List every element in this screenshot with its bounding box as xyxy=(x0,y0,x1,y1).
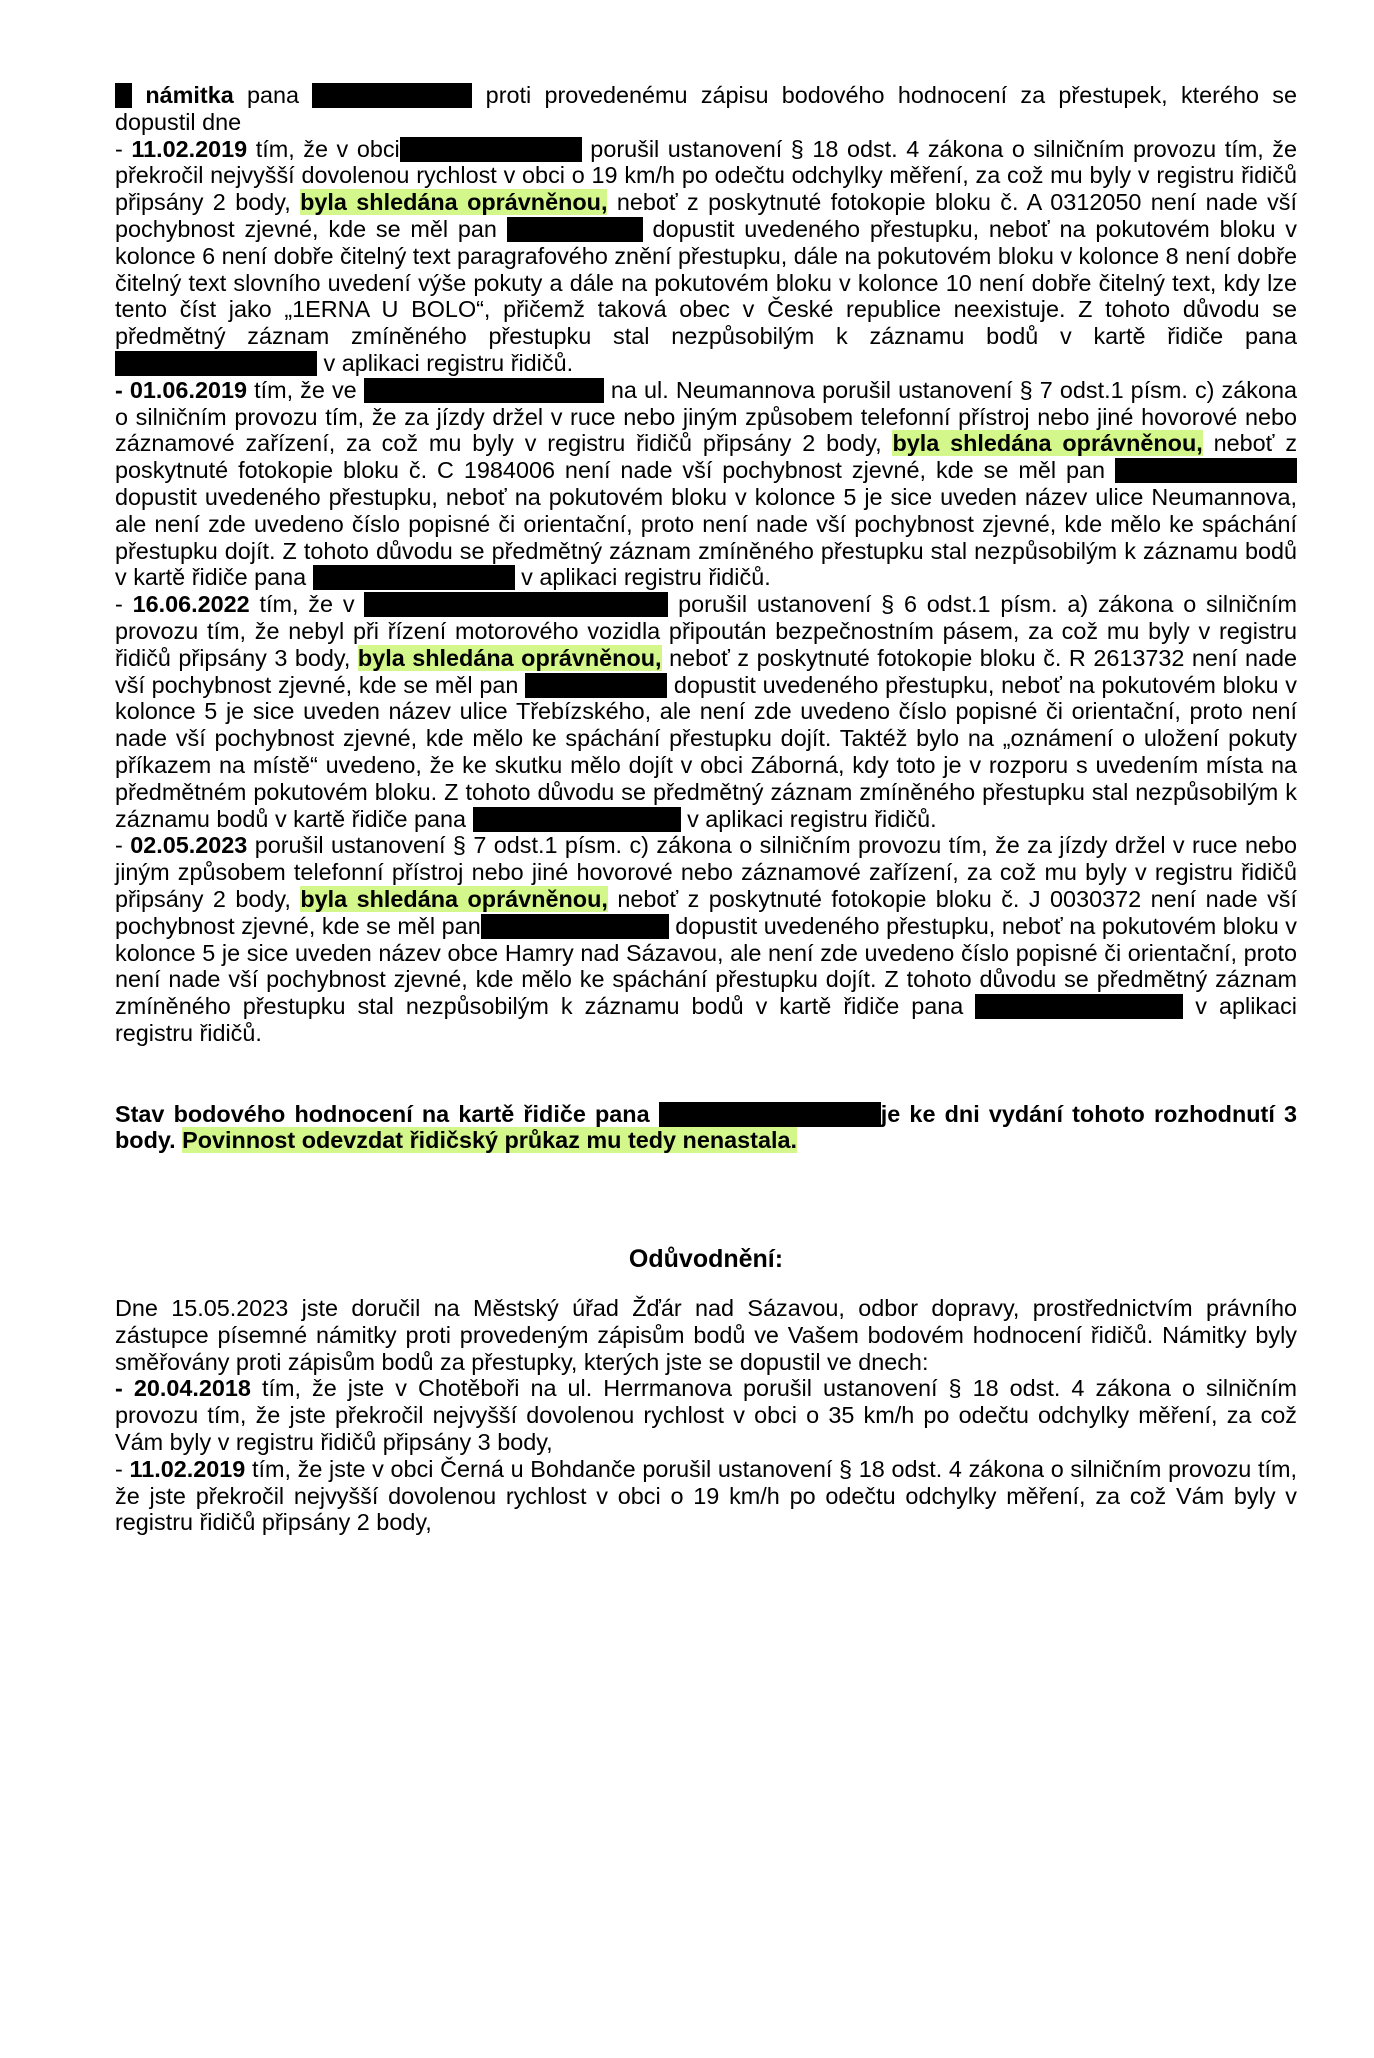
item-date: 11.02.2019 xyxy=(131,135,248,162)
highlight-justified: byla shledána oprávněnou, xyxy=(357,644,662,671)
reasoning-item: - 20.04.2018 tím, že jste v Chotěboři na ul. Herrmanova porušil ustanovení § 18 odst. 4 zákona o silničním provozu tím, že jste překročil nejvyšší dovolenou rychlost v obci o 35 km/h po odečtu odchylky měření, za což Vám byly v registru řidičů připsány 3 body, xyxy=(115,1375,1297,1456)
redaction-box xyxy=(115,351,317,376)
redaction-box xyxy=(400,137,582,162)
reasoning-item: - 11.02.2019 tím, že jste v obci Černá u Bohdanče porušil ustanovení § 18 odst. 4 zákona o silničním provozu tím, že jste překročil nejvyšší dovolenou rychlost v obci o 19 km/h po odečtu odchylky měření, za což Vám byly v registru řidičů připsány 2 body, xyxy=(115,1455,1297,1536)
redaction-box xyxy=(975,994,1183,1019)
spacer xyxy=(115,1047,1297,1101)
redaction-box xyxy=(507,217,643,242)
highlight-justified: byla shledána oprávněnou, xyxy=(892,430,1203,457)
redaction-box xyxy=(473,807,681,832)
redaction-box xyxy=(115,83,132,108)
item-date: 20.04.2018 xyxy=(133,1375,251,1402)
redaction-box xyxy=(312,83,472,108)
reasoning-intro: Dne 15.05.2023 jste doručil na Městský úřad Žďár nad Sázavou, odbor dopravy, prostřednictvím právního zástupce písemné námitky proti provedeným zápisům bodů ve Vašem bodovém hodnocení řidičů. Námitky byly směřovány proti zápisům bodů za přestupky, kterých jste se dopustil ve dnech: xyxy=(115,1295,1297,1375)
objection-item: - 02.05.2023 porušil ustanovení § 7 odst.1 písm. c) zákona o silničním provozu tím, že za jízdy držel v ruce nebo jiným způsobem telefonní přístroj nebo jiné hovorové nebo záznamové zařízení, za což mu byly v registru řidičů připsány 2 body, byla shledána oprávněnou, neboť z poskytnuté fotokopie bloku č. J 0030372 není nade vší pochybnost zjevné, kde se měl pan dopustit uvedeného přestupku, neboť na pokutovém bloku v kolonce 5 je sice uveden název obce Hamry nad Sázavou, ale není zde uvedeno číslo popisné či orientační, proto není nade vší pochybnost zjevné, kde mělo ke spáchání přestupku dojít. Z tohoto důvodu se předmětný záznam zmíněného přestupku stal nezpůsobilým k záznamu bodů v kartě řidiče pana v aplikaci registru řidičů. xyxy=(115,832,1298,1046)
objection-item: - 16.06.2022 tím, že v porušil ustanovení § 6 odst.1 písm. a) zákona o silničním provozu tím, že nebyl při řízení motorového vozidla připoután bezpečnostním pásem, za což mu byly v registru řidičů připsány 3 body, byla shledána oprávněnou, neboť z poskytnuté fotokopie bloku č. R 2613732 není nade vší pochybnost zjevné, kde se měl pan dopustit uvedeného přestupku, neboť na pokutovém bloku v kolonce 5 je sice uveden název ulice Třebízského, ale není zde uvedeno číslo popisné či orientační, proto není nade vší pochybnost zjevné, kde mělo ke spáchání přestupku dojít. Taktéž bylo na „oznámení o uložení pokuty příkazem na místě“ uvedeno, že ke skutku mělo dojít v obci Záborná, kdy toto je v rozporu s uvedením místa na předmětném pokutovém bloku. Z tohoto důvodu se předmětný záznam zmíněného přestupku stal nezpůsobilým k záznamu bodů v kartě řidiče pana v aplikaci registru řidičů. xyxy=(115,591,1298,832)
objection-intro: námitka pana proti provedenému zápisu bodového hodnocení za přestupek, kterého se dopustil dne xyxy=(115,82,1297,135)
redaction-box xyxy=(1115,458,1297,483)
highlight-conclusion: Povinnost odevzdat řidičský průkaz mu tedy nenastala. xyxy=(182,1127,797,1154)
objection-title-word: námitka xyxy=(145,82,234,108)
objection-item: - 01.06.2019 tím, že ve na ul. Neumannova porušil ustanovení § 7 odst.1 písm. c) zákona o silničním provozu tím, že za jízdy držel v ruce nebo jiným způsobem telefonní přístroj nebo jiné hovorové nebo záznamové zařízení, za což mu byly v registru řidičů připsány 2 body, byla shledána oprávněnou, neboť z poskytnuté fotokopie bloku č. C 1984006 není nade vší pochybnost zjevné, kde se měl pan dopustit uvedeného přestupku, neboť na pokutovém bloku v kolonce 5 je sice uveden název ulice Neumannova, ale není zde uvedeno číslo popisné či orientační, proto není nade vší pochybnost zjevné, kde mělo ke spáchání přestupku dojít. Z tohoto důvodu se předmětný záznam zmíněného přestupku stal nezpůsobilým k záznamu bodů v kartě řidiče pana v aplikaci registru řidičů. xyxy=(115,376,1298,591)
highlight-justified: byla shledána oprávněnou, xyxy=(300,189,608,216)
redaction-box xyxy=(525,673,667,698)
points-summary: Stav bodového hodnocení na kartě řidiče pana je ke dni vydání tohoto rozhodnutí 3 body. Povinnost odevzdat řidičský průkaz mu tedy nenastala. xyxy=(115,1100,1297,1154)
item-date: 16.06.2022 xyxy=(132,591,250,618)
redaction-box xyxy=(364,592,668,617)
document-page xyxy=(115,82,1297,1536)
redaction-box xyxy=(659,1102,881,1127)
objection-item: - 11.02.2019 tím, že v obci porušil ustanovení § 18 odst. 4 zákona o silničním provozu tím, že překročil nejvyšší dovolenou rychlost v obci o 19 km/h po odečtu odchylky měření, za což mu byly v registru řidičů připsány 2 body, byla shledána oprávněnou, neboť z poskytnuté fotokopie bloku č. A 0312050 není nade vší pochybnost zjevné, kde se měl pan dopustit uvedeného přestupku, neboť na pokutovém bloku v kolonce 6 není dobře čitelný text paragrafového znění přestupku, dále na pokutovém bloku v kolonce 8 není dobře čitelný text slovního uvedení výše pokuty a dále na pokutovém bloku v kolonce 10 není dobře čitelný text, kdy lze tento číst jako „1ERNA U BOLO“, přičemž taková obec v České republice neexistuje. Z tohoto důvodu se předmětný záznam zmíněného přestupku stal nezpůsobilým k záznamu bodů v kartě řidiče pana v aplikaci registru řidičů. xyxy=(115,135,1298,376)
redaction-box xyxy=(364,378,604,403)
item-date: 02.05.2023 xyxy=(130,832,248,859)
redaction-box xyxy=(313,565,515,590)
redaction-box xyxy=(481,914,669,939)
section-heading: Odůvodnění: xyxy=(628,1245,784,1274)
item-date: 11.02.2019 xyxy=(129,1455,246,1482)
spacer xyxy=(115,1154,1297,1246)
highlight-justified: byla shledána oprávněnou, xyxy=(300,885,608,912)
item-date: 01.06.2019 xyxy=(129,376,247,403)
